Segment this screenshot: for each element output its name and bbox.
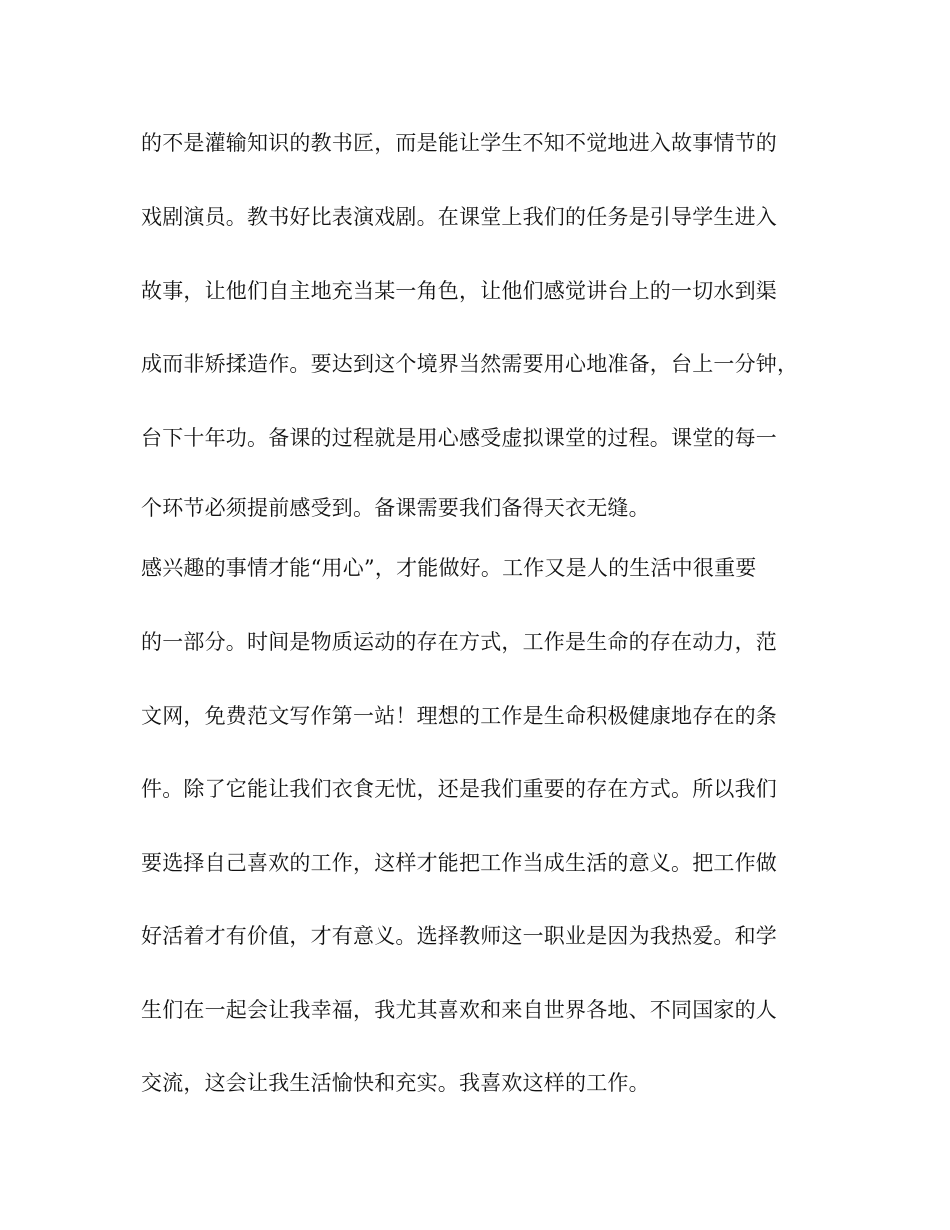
text-line: 交流，这会让我生活愉快和充实。我喜欢这样的工作。 [141, 1071, 650, 1095]
text-line: 感兴趣的事情才能“用心”，才能做好。工作又是人的生活中很重要 [141, 556, 757, 580]
text-line: 戏剧演员。教书好比表演戏剧。在课堂上我们的任务是引导学生进入 [141, 205, 777, 229]
text-line: 件。除了它能让我们衣食无忧，还是我们重要的存在方式。所以我们 [141, 777, 777, 801]
text-line: 要选择自己喜欢的工作，这样才能把工作当成生活的意义。把工作做 [141, 851, 777, 875]
text-line: 故事，让他们自主地充当某一角色，让他们感觉讲台上的一切水到渠 [141, 279, 777, 303]
text-line: 台下十年功。备课的过程就是用心感受虚拟课堂的过程。课堂的每一 [141, 426, 777, 450]
text-line: 文网，免费范文写作第一站！理想的工作是生命积极健康地存在的条 [141, 704, 777, 728]
text-line: 生们在一起会让我幸福，我尤其喜欢和来自世界各地、不同国家的人 [141, 998, 777, 1022]
text-line: 成而非矫揉造作。要达到这个境界当然需要用心地准备，台上一分钟， [141, 352, 799, 376]
text-line: 个环节必须提前感受到。备课需要我们备得天衣无缝。 [141, 496, 650, 520]
text-line: 的一部分。时间是物质运动的存在方式，工作是生命的存在动力，范 [141, 630, 777, 654]
text-line: 好活着才有价值，才有意义。选择教师这一职业是因为我热爱。和学 [141, 924, 777, 948]
text-line: 的不是灌输知识的教书匠，而是能让学生不知不觉地进入故事情节的 [141, 131, 777, 155]
